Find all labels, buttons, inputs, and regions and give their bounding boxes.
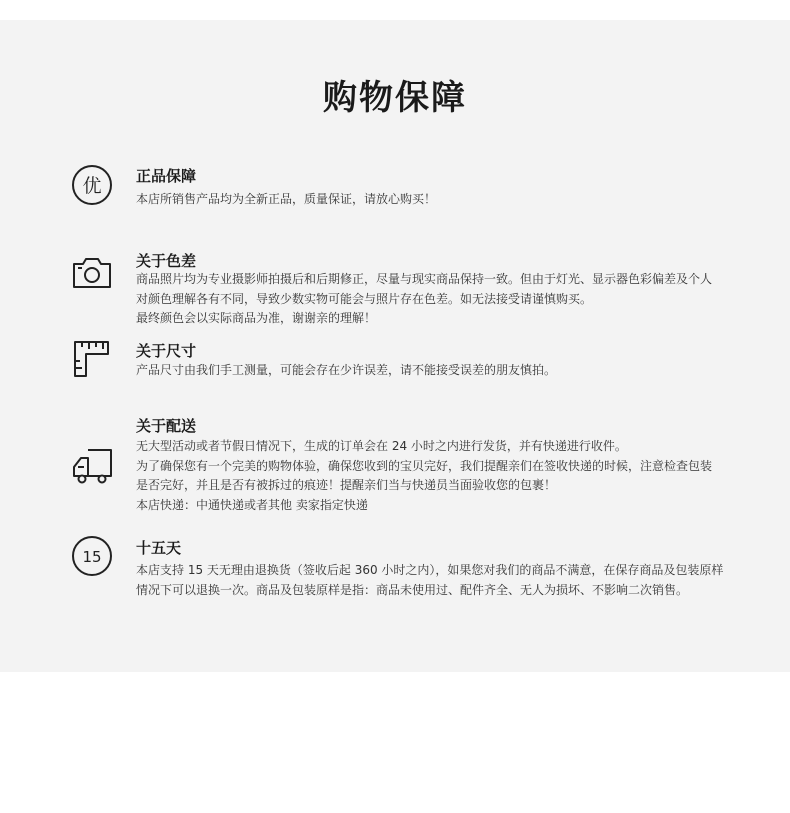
section-body [136, 270, 756, 329]
section-heading: 正品保障 [136, 167, 197, 185]
body-line: 本店支持 15 天无理由退换货（签收后起 360 小时之内），如果您对我们的商品不满意，在保存商品及包装原样 [136, 563, 724, 577]
fifteen-days-icon [70, 534, 114, 578]
body-line: 是否完好，并且是否有被拆过的痕迹！提醒亲们当与快递员当面验收您的包裹！ [136, 478, 557, 492]
section-heading: 关于配送 [136, 417, 197, 435]
excellent-badge-icon [70, 163, 114, 207]
delivery-truck-icon [70, 443, 114, 487]
section-body [136, 190, 756, 210]
page-title: 购物保障 [323, 78, 467, 118]
section-body [136, 561, 756, 600]
body-line: 无大型活动或者节假日情况下，生成的订单会在 24 小时之内进行发货，并有快递进行收件。 [136, 439, 627, 453]
body-line: 为了确保您有一个完美的购物体验，确保您收到的宝贝完好，我们提醒亲们在签收快递的时候，注意检查包装 [136, 458, 713, 473]
section-heading: 十五天 [136, 539, 182, 557]
body-line: 产品尺寸由我们手工测量，可能会存在少许误差，请不能接受误差的朋友慎拍。 [136, 363, 557, 377]
body-line: 本店快递：中通快递或者其他 卖家指定快递 [136, 497, 368, 512]
ruler-icon [70, 337, 114, 381]
section-body [136, 361, 756, 381]
body-line: 情况下可以退换一次。商品及包装原样是指：商品未使用过、配件齐全、无人为损坏、不影响二次销售。 [136, 582, 689, 597]
body-line: 本店所销售产品均为全新正品，质量保证，请放心购买！ [136, 192, 437, 206]
section-heading: 关于尺寸 [136, 342, 197, 360]
body-line: 商品照片均为专业摄影师拍摄后和后期修正，尽量与现实商品保持一致。但由于灯光、显示器色彩偏差及个人 [136, 272, 713, 286]
section-body [136, 437, 756, 515]
badge-label: 优 [82, 175, 102, 197]
body-line: 对颜色理解各有不同，导致少数实物可能会与照片存在色差。如无法接受请谨慎购买。 [136, 291, 593, 306]
section-heading: 关于色差 [136, 252, 197, 270]
camera-icon [70, 250, 114, 294]
body-line: 最终颜色会以实际商品为准，谢谢亲的理解！ [136, 311, 377, 325]
days-label: 15 [82, 548, 102, 566]
